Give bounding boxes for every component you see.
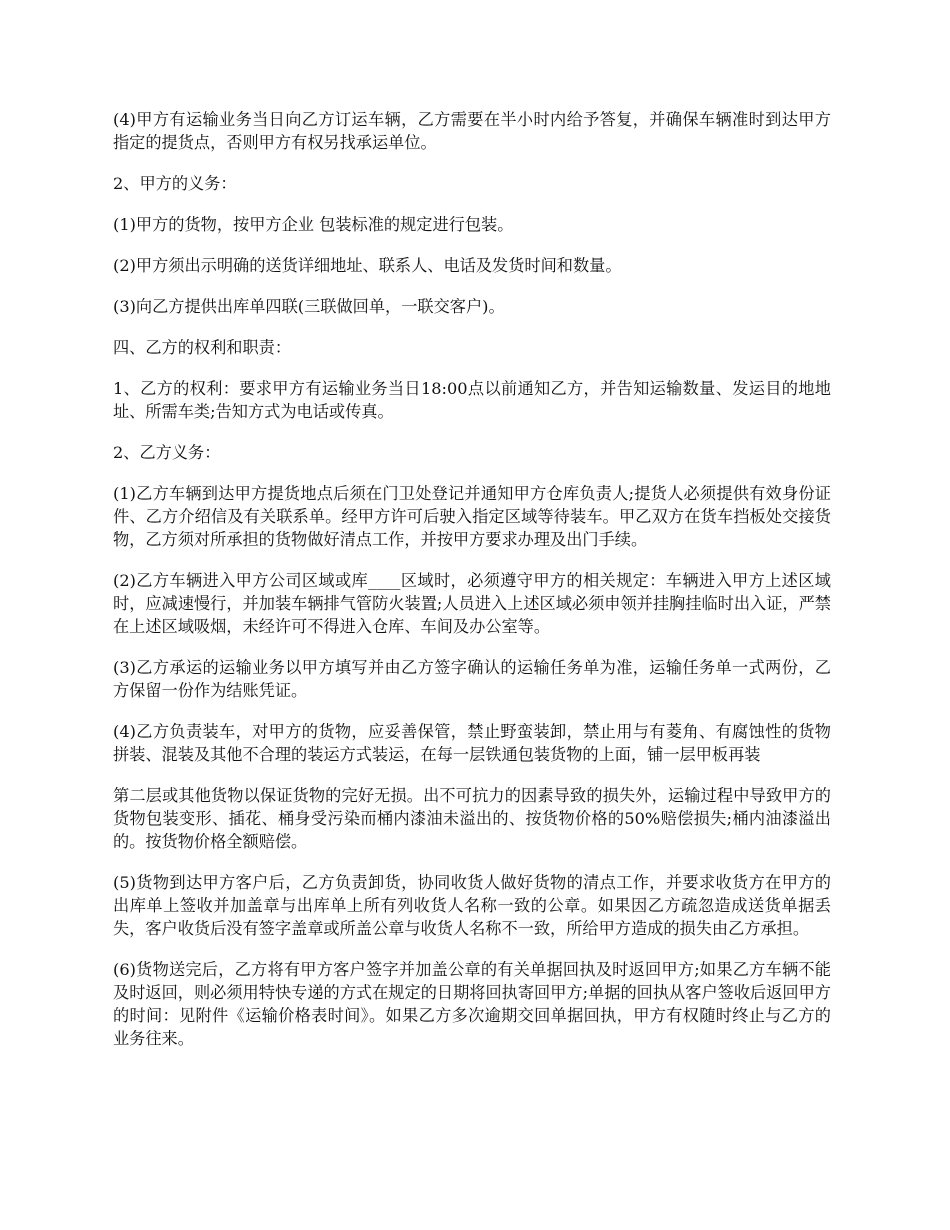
heading-party-a-obligations: 2、甲方的义务： bbox=[113, 174, 237, 193]
document-page bbox=[113, 108, 831, 1068]
clause-loading: (4)乙方负责装车，对甲方的货物，应妥善保管，禁止野蛮装卸，禁止用与有菱角、有腐蚀性的货物拼装、混装及其他不合理的装运方式装运，在每一层铁通包装货物的上面，铺一层甲板再装 bbox=[113, 722, 831, 764]
clause-task-order: (3)乙方承运的运输业务以甲方填写并由乙方签字确认的运输任务单为准，运输任务单一式两份，乙方保留一份作为结账凭证。 bbox=[113, 658, 831, 700]
clause-damage-compensation: 第二层或其他货物以保证货物的完好无损。出不可抗力的因素导致的损失外，运输过程中导致甲方的货物包装变形、插花、桶身受污染而桶内漆油未溢出的、按货物价格的50%赔偿损失;桶内油漆溢出的。按货物价格全额赔偿。 bbox=[113, 786, 831, 851]
clause-pickup-registration: (1)乙方车辆到达甲方提货地点后须在门卫处登记并通知甲方仓库负责人;提货人必须提供有效身份证件、乙方介绍信及有关联系单。经甲方许可后驶入指定区域等待装车。甲乙双方在货车挡板处交接货物，乙方须对所承担的货物做好清点工作，并按甲方要求办理及出门手续。 bbox=[113, 484, 831, 549]
clause-party-b-rights: 1、乙方的权利：要求甲方有运输业务当日18:00点以前通知乙方，并告知运输数量、发运目的地地址、所需车类;告知方式为电话或传真。 bbox=[113, 379, 831, 421]
clause-site-rules: (2)乙方车辆进入甲方公司区域或库____区域时，必须遵守甲方的相关规定：车辆进入甲方上述区域时，应减速慢行，并加装车辆排气管防火装置;人员进入上述区域必须申领并挂胸挂临时出入证，严禁在上述区域吸烟，未经许可不得进入仓库、车间及办公室等。 bbox=[113, 571, 831, 636]
clause-outbound-slip: (3)向乙方提供出库单四联(三联做回单，一联交客户)。 bbox=[113, 297, 505, 316]
clause-unloading-signoff: (5)货物到达甲方客户后，乙方负责卸货，协同收货人做好货物的清点工作，并要求收货方在甲方的出库单上签收并加盖章与出库单上所有列收货人名称一致的公章。如果因乙方疏忽造成送货单据丢失，客户收货后没有签字盖章或所盖公章与收货人名称不一致，所给甲方造成的损失由乙方承担。 bbox=[113, 873, 831, 938]
heading-party-b-rights-duties: 四、乙方的权利和职责： bbox=[113, 338, 292, 357]
clause-packaging: (1)甲方的货物，按甲方企业 包装标准的规定进行包装。 bbox=[113, 215, 514, 234]
clause-delivery-address: (2)甲方须出示明确的送货详细地址、联系人、电话及发货时间和数量。 bbox=[113, 256, 622, 275]
heading-party-b-obligations: 2、乙方义务： bbox=[113, 443, 221, 462]
clause-receipt-return: (6)货物送完后，乙方将有甲方客户签字并加盖公章的有关单据回执及时返回甲方;如果乙方车辆不能及时返回，则必须用特快专递的方式在规定的日期将回执寄回甲方;单据的回执从客户签收后返回甲方的时间：见附件《运输价格表时间》。如果乙方多次逾期交回单据回执，甲方有权随时终止与乙方的业务往来。 bbox=[113, 960, 831, 1048]
clause-party-a-order-vehicle: (4)甲方有运输业务当日向乙方订运车辆，乙方需要在半小时内给予答复，并确保车辆准时到达甲方指定的提货点，否则甲方有权另找承运单位。 bbox=[113, 110, 831, 152]
